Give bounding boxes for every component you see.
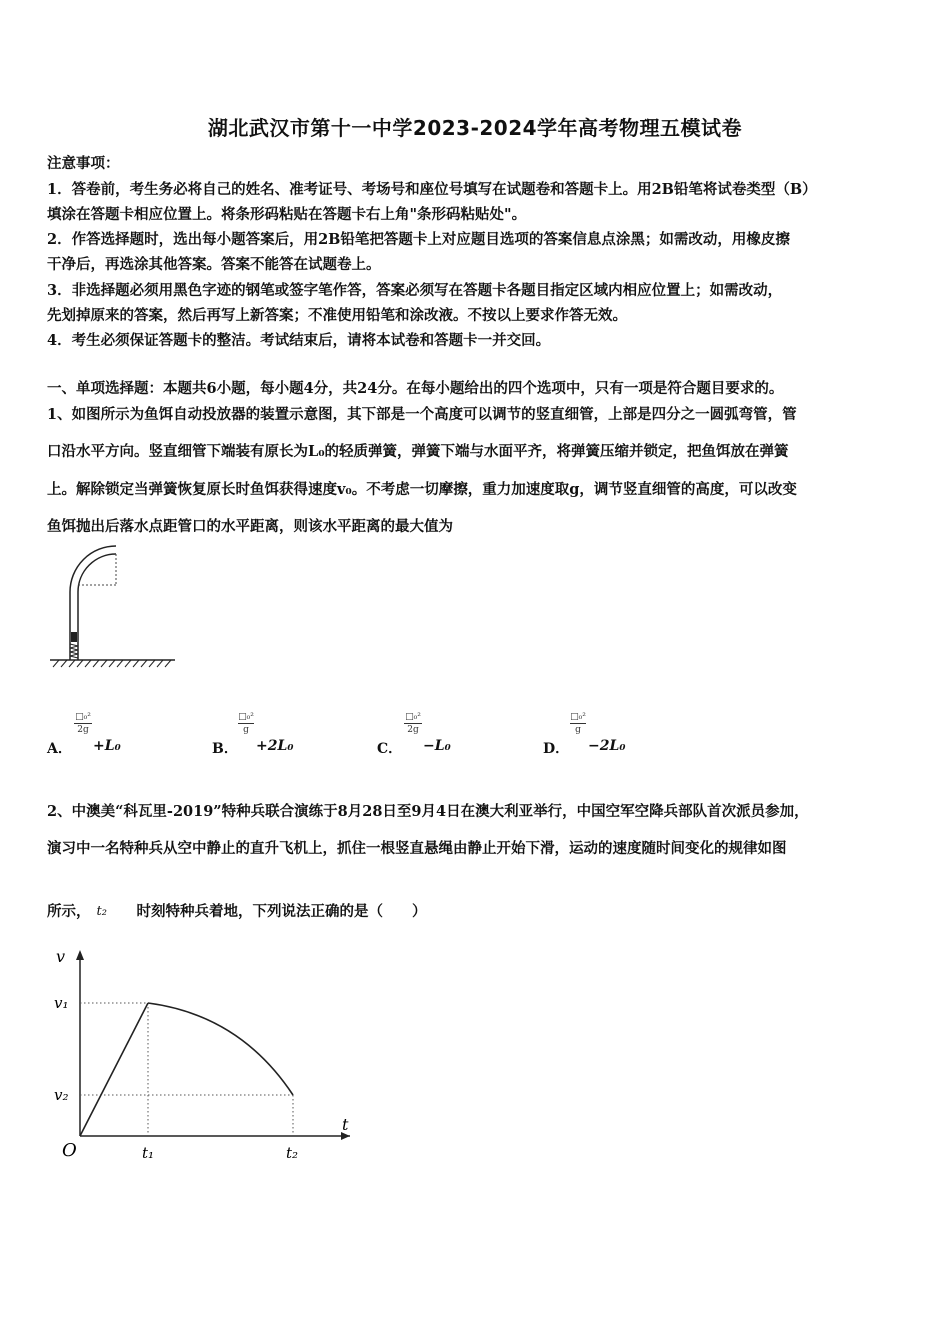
notice-line: 干净后，再选涂其他答案。答案不能答在试题卷上。 [47,256,381,273]
option-b-tail: +2L₀ [256,738,294,754]
fraction-numerator: □₀² [570,712,586,722]
section-heading: 一、单项选择题：本题共6小题，每小题4分，共24分。在每小题给出的四个选项中，只有一项是符合题目要求的。 [47,380,784,397]
fraction-denominator: 2g [77,725,89,735]
notice-line: 先划掉原来的答案，然后再写上新答案；不准使用铅笔和涂改液。不按以上要求作答无效。 [47,307,627,324]
t2-symbol: t₂ [96,904,107,919]
option-b-fraction [238,712,254,735]
option-c-fraction [404,712,422,735]
option-b[interactable] [212,738,238,758]
notice-line: 4．考生必须保证答题卡的整洁。考试结束后，请将本试卷和答题卡一并交回。 [47,332,551,349]
notice-line: 填涂在答题卡相应位置上。将条形码粘贴在答题卡右上角"条形码粘贴处"。 [47,206,527,223]
t-axis-label: t [342,1115,349,1134]
option-d-label: D． [543,741,570,757]
notice-heading: 注意事项： [47,155,120,172]
option-c-label: C． [377,741,403,757]
fraction-denominator: 2g [407,725,419,735]
option-c-tail: −L₀ [423,738,451,754]
origin-label: O [62,1140,77,1161]
option-b-label: B． [212,741,238,757]
t2-label: t₂ [286,1144,299,1162]
notice-line: 3．非选择题必须用黑色字迹的钢笔或签字笔作答，答案必须写在答题卡各题目指定区域内相应位置上；如需改动， [47,282,783,299]
fraction-denominator: g [243,725,249,735]
option-a-label: A． [47,741,72,757]
q1-text-line: 鱼饵抛出后落水点距管口的水平距离，则该水平距离的最大值为 [47,518,453,535]
option-d[interactable] [543,738,569,758]
option-d-fraction [570,712,586,735]
option-a-fraction [74,712,92,735]
q1-text-line: 1、如图所示为鱼饵自动投放器的装置示意图，其下部是一个高度可以调节的竖直细管，上部是四分之一圆弧弯管，管 [47,406,797,423]
velocity-time-graph [50,940,370,1170]
q2-text-line: 演习中一名特种兵从空中静止的直升飞机上，抓住一根竖直悬绳由静止开始下滑，运动的速度随时间变化的规律如图 [47,840,787,857]
bait-feeder-figure [45,540,185,670]
q1-text-line: 上。解除锁定当弹簧恢复原长时鱼饵获得速度v₀。不考虑一切摩擦，重力加速度取g，调节竖直细管的高度，可以改变 [47,481,797,498]
accel-segment [80,1003,148,1136]
notice-line: 2．作答选择题时，选出每小题答案后，用2B铅笔把答题卡上对应题目选项的答案信息点涂黑；如需改动，用橡皮擦 [47,231,790,248]
q2-text-line: 2、中澳美“科瓦里-2019”特种兵联合演练于8月28日至9月4日在澳大利亚举行，中国空军空降兵部队首次派员参加， [47,803,809,820]
decel-curve [148,1003,293,1095]
v-axis-label: v [56,947,66,966]
fraction-numerator: □₀² [238,712,254,722]
q2-text-post: 时刻特种兵着地，下列说法正确的是（ ） [136,903,427,920]
v2-label: v₂ [54,1086,69,1104]
q1-text-line: 口沿水平方向。竖直细管下端装有原长为L₀的轻质弹簧，弹簧下端与水面平齐，将弹簧压缩并锁定，把鱼饵放在弹簧 [47,443,789,460]
v1-label: v₁ [54,994,69,1012]
v-axis-arrow [76,950,84,960]
fraction-numerator: □₀² [405,712,421,722]
q2-text-line3 [47,900,427,921]
notice-line: 1．答卷前，考生务必将自己的姓名、准考证号、考场号和座位号填写在试题卷和答题卡上。用2B铅笔将试卷类型（B） [47,181,817,198]
option-d-tail: −2L₀ [588,738,626,754]
page-title: 湖北武汉市第十一中学2023-2024学年高考物理五模试卷 [207,116,743,140]
q2-text-pre: 所示， [47,903,91,920]
fraction-numerator: □₀² [75,712,91,722]
option-a-tail: +L₀ [93,738,121,754]
fraction-denominator: g [575,725,581,735]
t1-label: t₁ [142,1144,155,1162]
option-a[interactable] [47,738,72,758]
option-c[interactable] [377,738,402,758]
